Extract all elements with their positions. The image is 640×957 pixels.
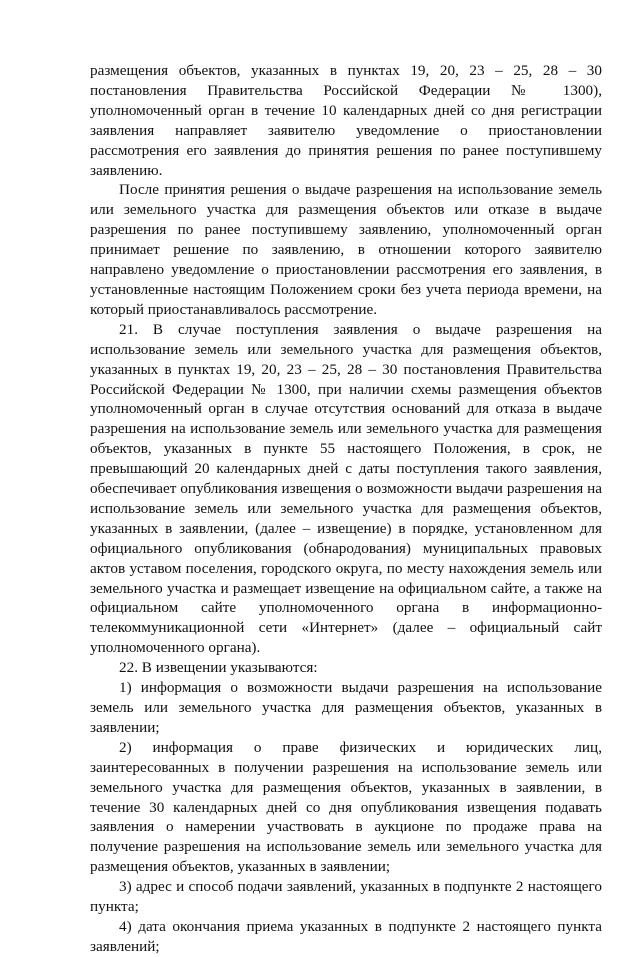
paragraph-continuation: размещения объектов, указанных в пунктах 19, 20, 23 – 25, 28 – 30 постановления Правительства Российской Федерации № 1300), уполномоченный орган в течение 10 календарных дней со дня регистрации заявления направляет заявителю уведомление о приостановлении рассмотрения его заявления до принятия решения по ранее поступившему заявлению. — [90, 62, 602, 179]
list-item-2: 2) информация о праве физических и юридических лиц, заинтересованных в получении разрешения на использование земель или земельного участка для размещения объектов, указанных в заявлении, в течение 30 календарных дней со дня опубликования извещения подавать заявления о намерении участвовать в аукционе по продаже права на получение разрешения на использование земель или земельного участка для размещения объектов, указанных в заявлении; — [90, 738, 602, 876]
paragraph-item-22: 22. В извещении указываются: — [119, 659, 318, 677]
paragraph-after-decision: После принятия решения о выдаче разрешения на использование земель или земельного участка для размещения объектов или отказе в выдаче разрешения по ранее поступившему заявлению, уполномоченный орган принимает решение по заявлению, в отношении которого заявителю направлено уведомление о приостановлении рассмотрения его заявления, в установленные настоящим Положением сроки без учета периода времени, на который приостанавливалось рассмотрение. — [90, 181, 602, 318]
document-page — [90, 61, 602, 957]
list-item-3: 3) адрес и способ подачи заявлений, указанных в подпункте 2 настоящего пункта; — [90, 878, 602, 916]
list-item-1: 1) информация о возможности выдачи разрешения на использование земель или земельного участка для размещения объектов, указанных в заявлении; — [90, 679, 602, 736]
paragraph-item-21: 21. В случае поступления заявления о выдаче разрешения на использование земель или земельного участка для размещения объектов, указанных в пунктах 19, 20, 23 – 25, 28 – 30 постановления Правительства Российской Федерации № 1300, при наличии схемы размещения объектов уполномоченный орган в случае отсутствия оснований для отказа в выдаче разрешения на использование земель или земельного участка для размещения объектов, указанных в пункте 55 настоящего Положения, в срок, не превышающий 20 календарных дней с даты поступления такого заявления, обеспечивает опубликования извещения о возможности выдачи разрешения на использование земель или земельного участка для размещения объектов, указанных в заявлении, (далее – извещение) в порядке, установленном для официального опубликования (обнародования) муниципальных правовых актов уставом поселения, городского округа, по месту нахождения земель или земельного участка и размещает извещение на официальном сайте, а также на официальном сайте уполномоченного органа в информационно-телекоммуникационной сети «Интернет» (далее – официальный сайт уполномоченного органа). — [90, 320, 602, 657]
list-item-4: 4) дата окончания приема указанных в подпункте 2 настоящего пункта заявлений; — [90, 917, 602, 955]
